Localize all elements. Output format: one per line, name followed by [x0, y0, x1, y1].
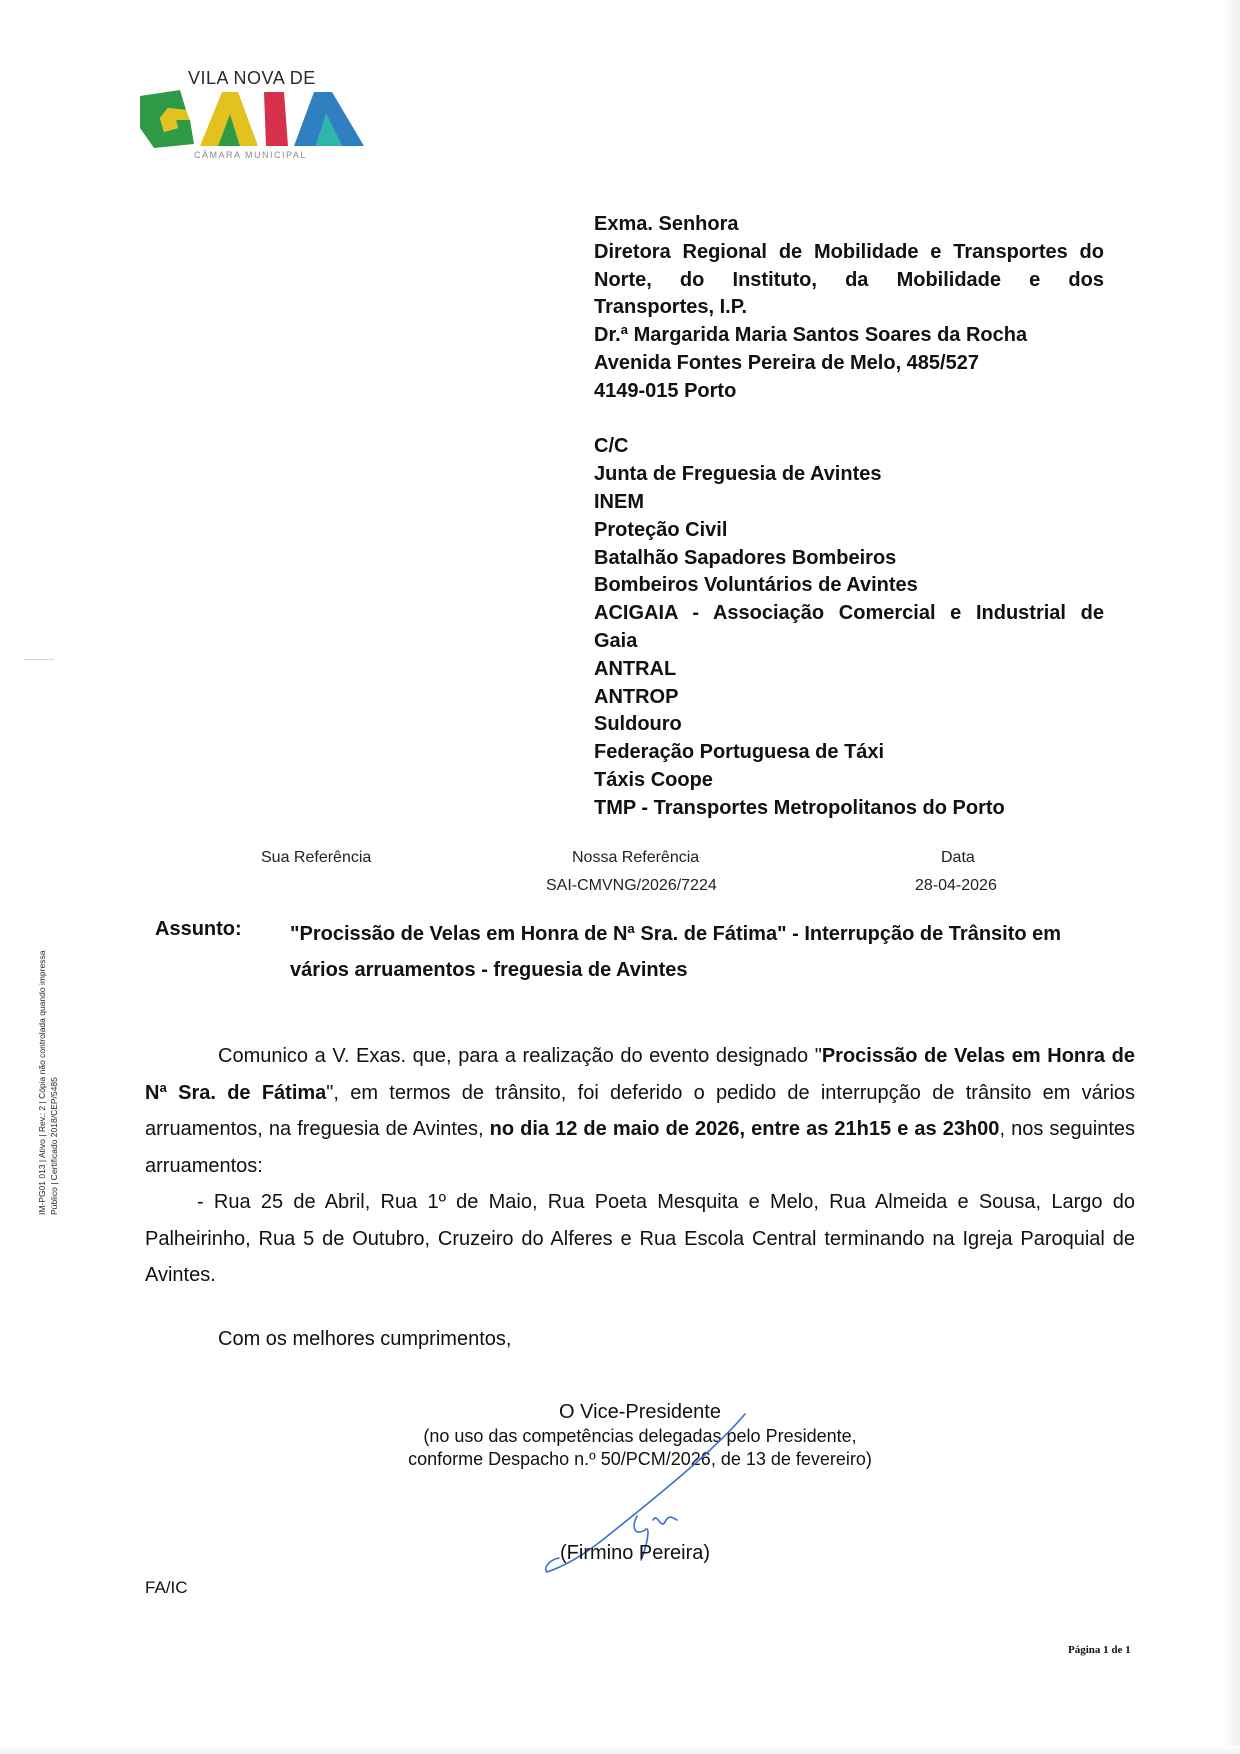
author-initials: FA/IC	[145, 1578, 188, 1597]
recipient-title-line-2: Norte, do Instituto, da Mobilidade e dos	[594, 268, 1104, 291]
cc-item: Gaia	[594, 629, 638, 652]
recipient-title-line-3: Transportes, I.P.	[594, 296, 748, 319]
body-text: Comunico a V. Exas. que, para a realização do evento designado "	[218, 1045, 822, 1067]
greeting: Exma. Senhora	[594, 213, 739, 235]
recipient-postal: 4149-015 Porto	[594, 379, 737, 402]
nossa-referencia-value: SAI-CMVNG/2026/7224	[546, 877, 717, 894]
cc-item: Táxis Coope	[594, 768, 713, 791]
closing-salutation: Com os melhores cumprimentos,	[218, 1328, 512, 1350]
cc-item: ANTROP	[594, 685, 679, 708]
logo-letters-graphic	[138, 88, 368, 150]
addressee-block	[594, 211, 1104, 823]
nossa-referencia-label: Nossa Referência	[572, 849, 700, 866]
cc-item: INEM	[594, 490, 644, 513]
body-text: ", em termos de trânsito, foi deferido o pedido de interrupção de trânsito em vários arruamentos, na freguesia de Avintes,	[145, 1081, 1136, 1140]
cc-item: TMP - Transportes Metropolitanos do Porto	[594, 796, 1005, 819]
signatory-name: (Firmino Pereira)	[560, 1542, 711, 1564]
cc-item: Federação Portuguesa de Táxi	[594, 741, 885, 764]
letter-body	[145, 1038, 1135, 1294]
delegation-line-2: conforme Despacho n.º 50/PCM/2026, de 13 de fevereiro)	[408, 1449, 872, 1469]
fold-mark	[24, 659, 54, 660]
cc-label: C/C	[594, 435, 629, 458]
event-name: Procissão de Velas em Honra de Nª Sra. de Fátima	[145, 1045, 1136, 1104]
cc-item: Suldouro	[594, 713, 682, 736]
page-bottom-shade	[0, 1746, 1240, 1754]
cc-list	[594, 433, 1104, 822]
subject-label: Assunto:	[155, 918, 242, 940]
cc-item: ACIGAIA - Associação Comercial e Industrial de	[594, 602, 1104, 625]
recipient-name: Dr.ª Margarida Maria Santos Soares da Rocha	[594, 324, 1028, 347]
body-text: , nos seguintes arruamentos:	[145, 1118, 1135, 1177]
body-paragraph-1	[145, 1038, 1135, 1184]
signatory-role: O Vice-Presidente	[559, 1401, 721, 1423]
logo-top-text: VILA NOVA DE	[188, 68, 316, 88]
data-value: 28-04-2026	[915, 877, 997, 894]
event-date-time: no dia 12 de maio de 2026, entre as 21h15 e as 23h00	[489, 1118, 1000, 1140]
gaia-logo	[138, 66, 368, 162]
cc-item: Bombeiros Voluntários de Avintes	[594, 574, 918, 597]
data-label: Data	[941, 849, 975, 866]
subject-text	[290, 916, 1110, 988]
page-number: Página 1 de 1	[1068, 1644, 1131, 1656]
recipient-title-line-1: Diretora Regional de Mobilidade e Transportes do	[594, 240, 1104, 263]
subject-line-2: vários arruamentos - freguesia de Avintes	[290, 959, 688, 981]
logo-subtitle: CÂMARA MUNICIPAL	[194, 150, 307, 160]
cc-item: ANTRAL	[594, 657, 677, 680]
body-paragraph-2: - Rua 25 de Abril, Rua 1º de Maio, Rua Poeta Mesquita e Melo, Rua Almeida e Sousa, Largo do Palheirinho, Rua 5 de Outubro, Cruzeiro do Alferes e Rua Escola Central terminando na Igreja Paroquial de Avintes.	[145, 1191, 1135, 1286]
cc-item: Proteção Civil	[594, 518, 728, 541]
recipient-street: Avenida Fontes Pereira de Melo, 485/527	[594, 351, 979, 374]
cc-item: Junta de Freguesia de Avintes	[594, 463, 882, 486]
subject-line-1: "Procissão de Velas em Honra de Nª Sra. de Fátima" - Interrupção de Trânsito em	[290, 923, 1062, 945]
delegation-line-1: (no uso das competências delegadas pelo Presidente,	[423, 1426, 857, 1446]
control-note-line-1: IM-PG01 013 | Ativo | Rev.: 2 | Cópia não controlada quando impressa	[37, 950, 47, 1215]
sua-referencia-label: Sua Referência	[261, 849, 372, 866]
control-note-line-2: Público | Certificado 2018/CEP/5485	[49, 1077, 59, 1215]
page-edge-shade	[1222, 0, 1240, 1754]
document-control-note	[36, 885, 60, 1215]
cc-item: Batalhão Sapadores Bombeiros	[594, 546, 897, 569]
